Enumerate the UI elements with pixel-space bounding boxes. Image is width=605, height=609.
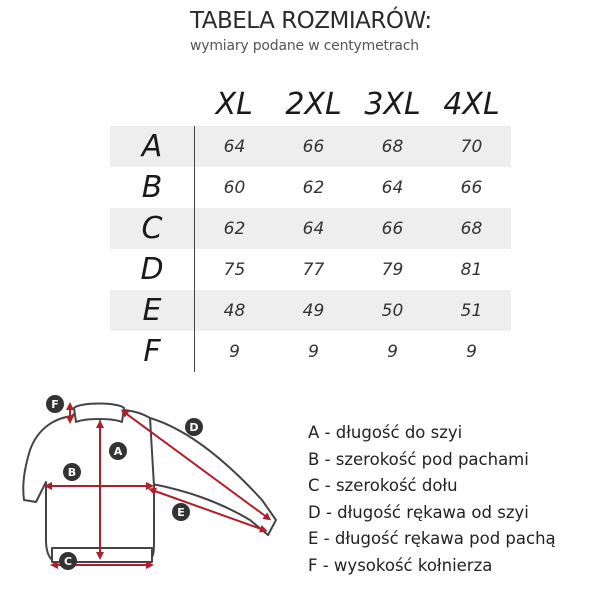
column-header: 3XL xyxy=(364,86,421,122)
row-label: D xyxy=(110,249,195,290)
chart-title: TABELA ROZMIARÓW: xyxy=(190,8,432,34)
row-label: B xyxy=(110,167,195,208)
table-cell: 81 xyxy=(460,259,483,280)
svg-text:E: E xyxy=(177,506,185,519)
chart-subtitle: wymiary podane w centymetrach xyxy=(190,38,419,54)
table-row xyxy=(110,126,511,167)
row-label: E xyxy=(110,290,195,331)
table-cell: 66 xyxy=(274,126,353,167)
marker-d xyxy=(185,418,203,436)
marker-e xyxy=(172,503,190,521)
column-header: 4XL xyxy=(443,86,500,122)
svg-text:B: B xyxy=(67,466,77,479)
table-cell: 49 xyxy=(274,290,353,331)
table-cell: 60 xyxy=(223,177,246,198)
table-cell: 9 xyxy=(308,341,319,362)
table-cell: 51 xyxy=(432,290,511,331)
legend-item: B - szerokość pod pachami xyxy=(308,449,529,469)
row-label: F xyxy=(110,331,195,372)
table-cell: 64 xyxy=(381,177,404,198)
table-row xyxy=(110,290,511,331)
legend-item: D - długość rękawa od szyi xyxy=(308,502,529,522)
column-header: XL xyxy=(215,86,253,122)
table-cell: 62 xyxy=(195,208,275,249)
table-row xyxy=(110,167,511,208)
table-cell: 64 xyxy=(195,126,275,167)
table-cell: 66 xyxy=(353,208,432,249)
svg-text:D: D xyxy=(189,421,199,434)
table-cell: 62 xyxy=(302,177,325,198)
table-cell: 66 xyxy=(460,177,483,198)
table-cell: 77 xyxy=(302,259,325,280)
legend-item: F - wysokość kołnierza xyxy=(308,555,493,575)
table-row xyxy=(110,331,511,372)
marker-a xyxy=(109,442,127,460)
table-cell: 50 xyxy=(353,290,432,331)
table-cell: 9 xyxy=(387,341,398,362)
legend-item: A - długość do szyi xyxy=(308,423,463,442)
table-cell: 64 xyxy=(274,208,353,249)
size-table xyxy=(110,82,512,372)
svg-text:A: A xyxy=(113,445,123,458)
marker-b xyxy=(63,463,81,481)
table-cell: 68 xyxy=(432,208,511,249)
legend xyxy=(308,420,603,579)
table-cell: 70 xyxy=(432,126,511,167)
column-header: 2XL xyxy=(285,86,342,122)
table-corner xyxy=(110,82,195,126)
svg-text:F: F xyxy=(51,398,59,411)
table-row xyxy=(110,208,511,249)
table-cell: 79 xyxy=(381,259,404,280)
table-cell: 9 xyxy=(229,341,240,362)
marker-c xyxy=(59,552,77,570)
table-cell: 68 xyxy=(353,126,432,167)
row-label: A xyxy=(110,126,195,167)
jacket-outline-icon xyxy=(0,390,300,609)
table-cell: 9 xyxy=(466,341,477,362)
table-row xyxy=(110,249,511,290)
row-label: C xyxy=(110,208,195,249)
legend-item: E - długość rękawa pod pachą xyxy=(308,529,556,548)
table-cell: 48 xyxy=(195,290,275,331)
table-cell: 75 xyxy=(223,259,246,280)
marker-f xyxy=(46,395,64,413)
legend-item: C - szerokość dołu xyxy=(308,476,458,495)
svg-text:C: C xyxy=(63,555,73,568)
table-header-row xyxy=(110,82,511,126)
